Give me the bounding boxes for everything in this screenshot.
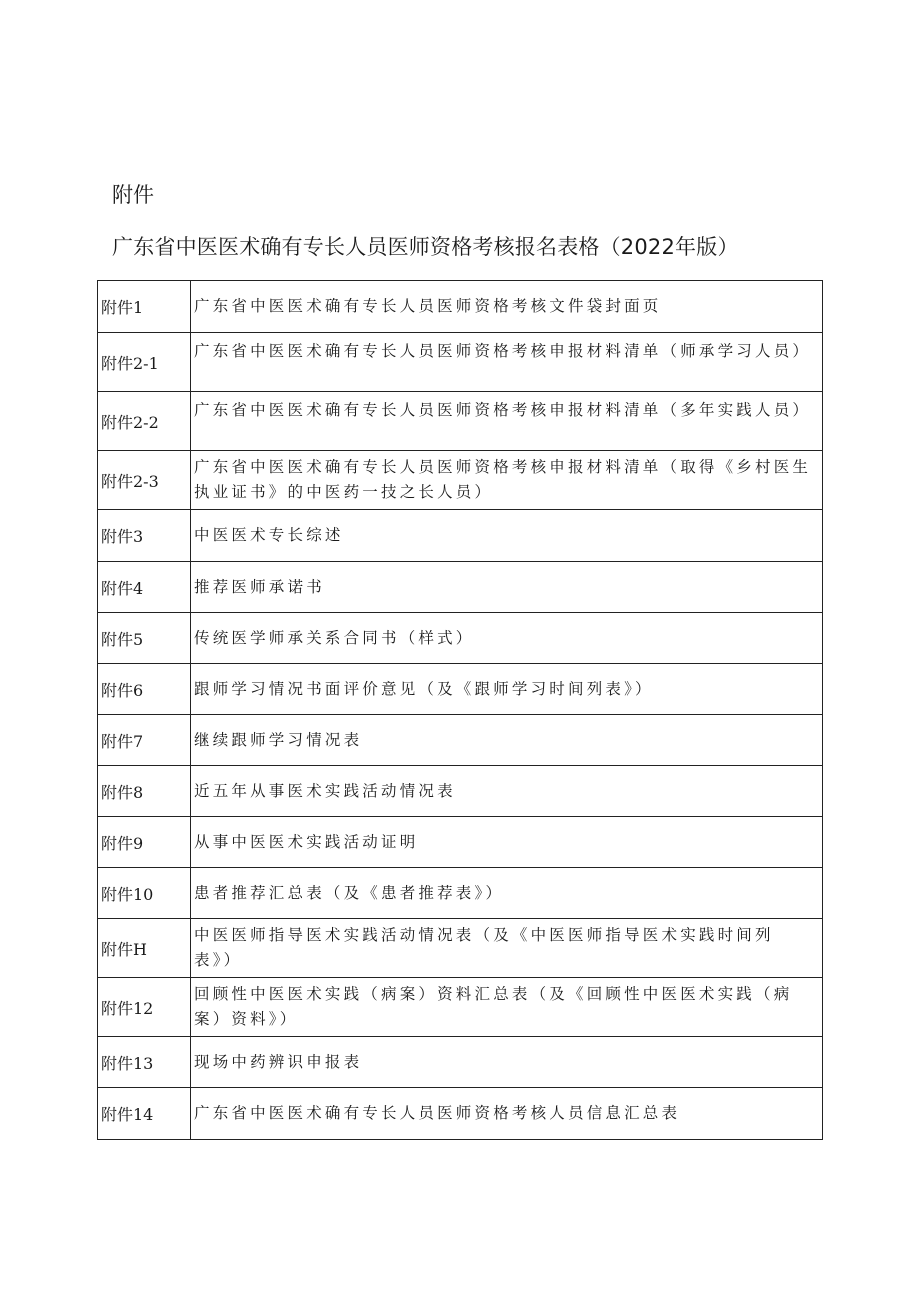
attachment-number: 附件2-1 — [98, 333, 191, 392]
table-row — [98, 919, 823, 978]
attachment-number: 附件9 — [98, 817, 191, 868]
attachment-name: 传统医学师承关系合同书（样式） — [191, 613, 823, 664]
attachment-name: 跟师学习情况书面评价意见（及《跟师学习时间列表》） — [191, 664, 823, 715]
attachment-name: 现场中药辨识申报表 — [191, 1037, 823, 1088]
table-row — [98, 333, 823, 392]
attachment-name: 中医医术专长综述 — [191, 510, 823, 562]
attachment-number: 附件6 — [98, 664, 191, 715]
attachment-name: 近五年从事医术实践活动情况表 — [191, 766, 823, 817]
table-row — [98, 1037, 823, 1088]
table-row — [98, 978, 823, 1037]
attachment-name: 回顾性中医医术实践（病案）资料汇总表（及《回顾性中医医术实践（病案）资料》） — [191, 978, 823, 1037]
attachment-number: 附件4 — [98, 562, 191, 613]
table-row — [98, 715, 823, 766]
attachment-name: 患者推荐汇总表（及《患者推荐表》） — [191, 868, 823, 919]
attachment-name: 广东省中医医术确有专长人员医师资格考核申报材料清单（取得《乡村医生执业证书》的中医药一技之长人员） — [191, 451, 823, 510]
table-row — [98, 562, 823, 613]
attachment-number: 附件2-3 — [98, 451, 191, 510]
attachment-name: 广东省中医医术确有专长人员医师资格考核文件袋封面页 — [191, 281, 823, 333]
attachment-number: 附件10 — [98, 868, 191, 919]
attachment-number: 附件12 — [98, 978, 191, 1037]
attachment-heading: 附件 — [112, 183, 154, 207]
table-row — [98, 1088, 823, 1140]
table-row — [98, 817, 823, 868]
attachment-number: 附件3 — [98, 510, 191, 562]
attachment-number: 附件7 — [98, 715, 191, 766]
attachment-number: 附件5 — [98, 613, 191, 664]
attachment-name: 推荐医师承诺书 — [191, 562, 823, 613]
attachment-name: 广东省中医医术确有专长人员医师资格考核申报材料清单（师承学习人员） — [191, 333, 823, 392]
attachment-name: 继续跟师学习情况表 — [191, 715, 823, 766]
attachment-name: 广东省中医医术确有专长人员医师资格考核人员信息汇总表 — [191, 1088, 823, 1140]
table-row — [98, 664, 823, 715]
table-row — [98, 392, 823, 451]
attachment-name: 中医医师指导医术实践活动情况表（及《中医医师指导医术实践时间列表》） — [191, 919, 823, 978]
table-row — [98, 510, 823, 562]
attachment-number: 附件14 — [98, 1088, 191, 1140]
attachment-number: 附件2-2 — [98, 392, 191, 451]
attachment-name: 从事中医医术实践活动证明 — [191, 817, 823, 868]
attachment-list-table — [97, 280, 823, 1140]
table-row — [98, 868, 823, 919]
table-row — [98, 281, 823, 333]
table-row — [98, 451, 823, 510]
document-title: 广东省中医医术确有专长人员医师资格考核报名表格（2022年版） — [112, 235, 739, 259]
attachment-number: 附件13 — [98, 1037, 191, 1088]
attachment-number: 附件8 — [98, 766, 191, 817]
attachment-number: 附件1 — [98, 281, 191, 333]
table-row — [98, 766, 823, 817]
table-row — [98, 613, 823, 664]
attachment-number: 附件H — [98, 919, 191, 978]
attachment-name: 广东省中医医术确有专长人员医师资格考核申报材料清单（多年实践人员） — [191, 392, 823, 451]
